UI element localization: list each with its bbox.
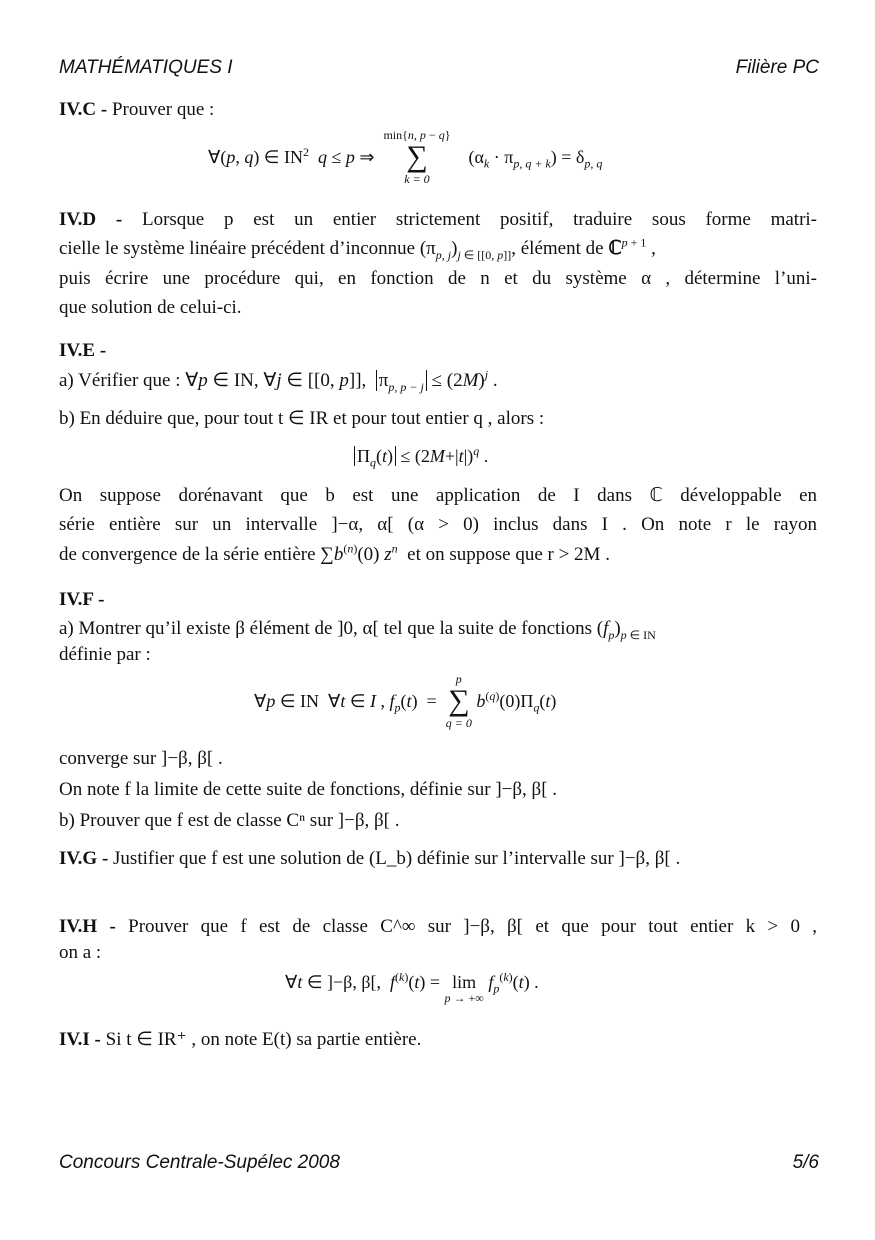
header-track: Filière PC bbox=[735, 57, 819, 78]
section-ivd-line1: IV.D - Lorsque p est un entier strictement positif, traduire sous forme matri- bbox=[59, 209, 818, 230]
section-ivf-a1: a) Montrer qu’il existe β élément de ]0, α[ tel que la suite de fonctions $(f_p)_{p \in IN}$ bbox=[59, 618, 656, 642]
section-ivi: IV.I - Si t ∈ IR⁺ , on note E(t) sa partie entière. bbox=[59, 1029, 422, 1050]
formula-ivc: ∀(p, q) ∈ $IN^2$ q ≤ p ⇒ min{n, p − q} ∑ k = 0 $(\alpha_k \cdot \pi_{p, q + k}) = \delta_{p, q}$ bbox=[208, 128, 603, 186]
section-ivh-line1: IV.H - Prouver que f est de classe C^∞ sur ]−β, β[ et que pour tout entier k > 0 , bbox=[59, 916, 817, 937]
section-label: IV.I - bbox=[59, 1029, 101, 1050]
section-label: IV.C - bbox=[59, 99, 108, 120]
paragraph-line1: On suppose dorénavant que b est une application de I dans ℂ développable en bbox=[59, 485, 817, 506]
formula-ivh: ∀t ∈ ]−β, β[, $f^{(k)}(t)$ = lim p → +∞ $f_p^{(k)}(t)$ . bbox=[285, 970, 539, 1005]
section-label: IV.D - bbox=[59, 209, 123, 230]
section-ivf-note: On note f la limite de cette suite de fonctions, définie sur ]−β, β[ . bbox=[59, 779, 558, 800]
footer-page-number: 5/6 bbox=[792, 1152, 819, 1173]
paragraph-line2: série entière sur un intervalle ]−α, α[ (α > 0) inclus dans I . On note r le rayon bbox=[59, 514, 817, 535]
formula-ivf: ∀p ∈ IN ∀t ∈ I , $f_p(t)$ = p ∑ q = 0 $b^{(q)}(0)\Pi_q(t)$ bbox=[254, 672, 557, 730]
section-label: IV.H - bbox=[59, 916, 116, 937]
section-label: IV.G - bbox=[59, 848, 109, 869]
section-ivc-intro bbox=[59, 95, 817, 124]
section-ivf-b: b) Prouver que f est de classe Cⁿ sur ]−β, β[ . bbox=[59, 810, 400, 831]
section-ive-heading: IV.E - bbox=[59, 340, 107, 361]
section-ivd-line4: que solution de celui-ci. bbox=[59, 297, 242, 318]
section-text: Prouver que : bbox=[111, 99, 215, 120]
section-ivg: IV.G - Justifier que f est une solution de (L_b) définie sur l’intervalle sur ]−β, β[ . bbox=[59, 848, 681, 869]
section-ive-a: a) Vérifier que : ∀p ∈ IN, ∀j ∈ [[0, p]], $\pi_{p, p - j} \le (2M)^j$ . bbox=[59, 367, 498, 394]
paragraph-line3: de convergence de la série entière $\sum b^{(n)}(0)$ $z^n$ et on suppose que r > 2M . bbox=[59, 541, 610, 565]
section-ivf-heading: IV.F - bbox=[59, 589, 105, 610]
section-ive-b: b) En déduire que, pour tout t ∈ IR et pour tout entier q , alors : bbox=[59, 408, 545, 429]
section-ivh-line2: on a : bbox=[59, 942, 102, 963]
footer-exam: Concours Centrale-Supélec 2008 bbox=[59, 1152, 340, 1173]
formula-ive: $\Pi_q(t) \le (2M+|t|)^q$ . bbox=[354, 446, 488, 467]
section-ivd-line2: cielle le système linéaire précédent d’inconnue $(\pi_{p, j})_{j \in [[0, p]]}$, élément de ℂ$^{p + 1}$ , bbox=[59, 235, 656, 262]
section-ivf-a2: définie par : bbox=[59, 644, 151, 665]
section-ivd-line3: puis écrire une procédure qui, en fonction de n et du système α , détermine l’uni- bbox=[59, 268, 817, 289]
section-ivf-converge: converge sur ]−β, β[ . bbox=[59, 748, 223, 769]
header-subject: MATHÉMATIQUES I bbox=[59, 57, 233, 78]
